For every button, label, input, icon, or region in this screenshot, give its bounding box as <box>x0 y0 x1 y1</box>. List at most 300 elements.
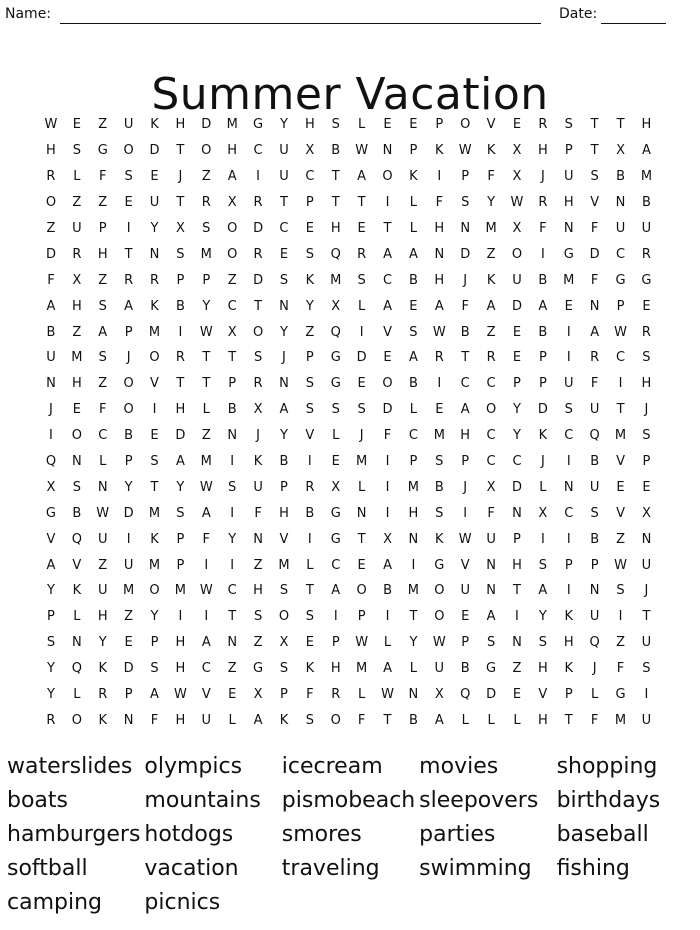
grid-letter[interactable]: M <box>356 661 368 677</box>
grid-letter[interactable]: U <box>641 557 652 573</box>
grid-letter[interactable]: M <box>407 583 420 599</box>
grid-letter[interactable]: Y <box>202 298 211 314</box>
grid-letter[interactable]: P <box>280 687 288 703</box>
grid-letter[interactable]: E <box>642 479 651 495</box>
grid-letter[interactable]: P <box>357 609 366 625</box>
grid-letter[interactable]: F <box>590 376 599 392</box>
grid-letter[interactable]: P <box>538 350 547 366</box>
grid-letter[interactable]: U <box>72 221 82 236</box>
grid-letter[interactable]: I <box>178 324 183 340</box>
grid-letter[interactable]: K <box>409 169 418 185</box>
grid-letter[interactable]: S <box>616 583 625 599</box>
grid-letter[interactable]: S <box>279 272 289 288</box>
grid-letter[interactable]: O <box>227 246 238 262</box>
grid-letter[interactable]: K <box>150 298 159 314</box>
grid-letter[interactable]: I <box>359 324 364 340</box>
grid-letter[interactable]: X <box>383 531 392 547</box>
grid-letter[interactable]: O <box>382 169 393 185</box>
grid-letter[interactable]: P <box>331 635 340 651</box>
grid-letter[interactable]: S <box>642 661 651 677</box>
grid-letter[interactable]: C <box>408 428 418 444</box>
grid-letter[interactable]: W <box>199 324 213 340</box>
grid-letter[interactable]: V <box>616 505 625 521</box>
grid-letter[interactable]: X <box>641 505 651 521</box>
grid-letter[interactable]: T <box>331 195 340 211</box>
grid-letter[interactable]: K <box>98 712 107 728</box>
grid-letter[interactable]: K <box>435 143 444 159</box>
grid-letter[interactable]: H <box>175 712 186 728</box>
grid-letter[interactable]: S <box>642 350 651 366</box>
grid-letter[interactable]: S <box>461 195 470 211</box>
grid-letter[interactable]: T <box>357 195 366 211</box>
grid-letter[interactable]: B <box>279 454 289 470</box>
grid-letter[interactable]: S <box>253 350 263 366</box>
grid-letter[interactable]: J <box>540 454 545 470</box>
grid-letter[interactable]: E <box>305 221 314 236</box>
grid-letter[interactable]: I <box>230 454 235 470</box>
grid-letter[interactable]: A <box>434 712 444 728</box>
grid-letter[interactable]: G <box>253 661 264 677</box>
grid-letter[interactable]: T <box>124 246 133 262</box>
grid-letter[interactable]: Y <box>46 661 55 677</box>
grid-letter[interactable]: K <box>435 531 444 547</box>
grid-letter[interactable]: I <box>230 505 235 521</box>
grid-letter[interactable]: O <box>123 376 134 392</box>
grid-letter[interactable]: H <box>175 117 186 133</box>
grid-letter[interactable]: Y <box>513 428 521 444</box>
grid-letter[interactable]: I <box>152 402 157 418</box>
grid-letter[interactable]: K <box>538 428 548 444</box>
grid-letter[interactable]: I <box>230 557 235 573</box>
grid-letter[interactable]: K <box>98 661 107 677</box>
grid-letter[interactable]: P <box>124 687 133 703</box>
grid-letter[interactable]: E <box>409 117 418 133</box>
grid-letter[interactable]: O <box>434 609 445 625</box>
grid-letter[interactable]: W <box>96 505 110 521</box>
grid-letter[interactable]: P <box>590 557 599 573</box>
grid-letter[interactable]: V <box>279 531 289 547</box>
grid-letter[interactable]: N <box>512 505 522 521</box>
grid-letter[interactable]: S <box>538 557 547 573</box>
grid-letter[interactable]: R <box>253 195 263 211</box>
grid-letter[interactable]: F <box>435 195 444 211</box>
grid-letter[interactable]: U <box>564 376 574 392</box>
grid-letter[interactable]: E <box>228 687 237 703</box>
grid-letter[interactable]: S <box>228 479 237 495</box>
grid-letter[interactable]: I <box>515 609 519 625</box>
grid-letter[interactable]: C <box>460 376 470 392</box>
grid-letter[interactable]: P <box>461 169 470 185</box>
grid-letter[interactable]: I <box>307 531 312 547</box>
grid-letter[interactable]: I <box>385 505 390 521</box>
grid-letter[interactable]: D <box>201 117 212 133</box>
grid-letter[interactable]: U <box>123 557 134 573</box>
grid-letter[interactable]: P <box>564 557 573 573</box>
grid-letter[interactable]: E <box>616 479 625 495</box>
grid-letter[interactable]: U <box>486 531 496 547</box>
grid-letter[interactable]: I <box>385 454 390 470</box>
grid-letter[interactable]: O <box>149 350 160 366</box>
grid-letter[interactable]: E <box>72 117 81 133</box>
grid-letter[interactable]: V <box>616 454 625 470</box>
grid-letter[interactable]: U <box>589 479 600 495</box>
grid-letter[interactable]: U <box>97 583 108 599</box>
grid-letter[interactable]: G <box>615 272 626 288</box>
grid-letter[interactable]: Z <box>253 557 263 573</box>
grid-letter[interactable]: L <box>358 479 366 495</box>
grid-letter[interactable]: N <box>641 531 652 547</box>
grid-letter[interactable]: D <box>45 246 56 262</box>
grid-letter[interactable]: X <box>253 687 263 703</box>
grid-letter[interactable]: I <box>126 221 131 236</box>
grid-letter[interactable]: O <box>460 117 471 133</box>
grid-letter[interactable]: E <box>150 169 159 185</box>
grid-letter[interactable]: H <box>641 117 652 133</box>
grid-letter[interactable]: Y <box>46 583 55 599</box>
grid-letter[interactable]: Z <box>486 324 496 340</box>
grid-letter[interactable]: D <box>253 272 264 288</box>
grid-letter[interactable]: P <box>124 324 133 340</box>
grid-letter[interactable]: I <box>307 454 312 470</box>
grid-letter[interactable]: P <box>305 350 314 366</box>
grid-letter[interactable]: U <box>641 635 652 651</box>
grid-letter[interactable]: U <box>615 221 626 236</box>
grid-letter[interactable]: D <box>149 143 160 159</box>
grid-letter[interactable]: F <box>383 428 392 444</box>
grid-letter[interactable]: H <box>537 712 548 728</box>
grid-letter[interactable]: H <box>279 505 289 521</box>
grid-letter[interactable]: Z <box>616 635 625 651</box>
grid-letter[interactable]: B <box>408 712 418 728</box>
grid-letter[interactable]: P <box>642 454 651 470</box>
name-field-line[interactable] <box>60 23 541 24</box>
grid-letter[interactable]: X <box>538 505 548 521</box>
grid-letter[interactable]: Z <box>98 376 108 392</box>
grid-letter[interactable]: S <box>72 143 81 159</box>
grid-letter[interactable]: A <box>486 298 496 314</box>
grid-letter[interactable]: R <box>124 272 134 288</box>
grid-letter[interactable]: L <box>99 454 107 470</box>
grid-letter[interactable]: N <box>589 298 600 314</box>
grid-letter[interactable]: U <box>123 117 134 133</box>
grid-letter[interactable]: Z <box>486 246 496 262</box>
grid-letter[interactable]: S <box>279 583 289 599</box>
grid-letter[interactable]: C <box>564 428 574 444</box>
grid-letter[interactable]: P <box>461 454 470 470</box>
grid-letter[interactable]: G <box>45 505 56 521</box>
grid-letter[interactable]: E <box>512 117 522 133</box>
grid-letter[interactable]: A <box>538 298 548 314</box>
grid-letter[interactable]: X <box>46 479 56 495</box>
grid-letter[interactable]: T <box>150 479 159 495</box>
grid-letter[interactable]: E <box>124 195 133 211</box>
grid-letter[interactable]: N <box>253 531 263 547</box>
grid-letter[interactable]: H <box>330 661 341 677</box>
grid-letter[interactable]: Q <box>330 246 341 262</box>
grid-letter[interactable]: R <box>434 350 444 366</box>
grid-letter[interactable]: U <box>589 609 600 625</box>
grid-letter[interactable]: C <box>331 557 341 573</box>
grid-letter[interactable]: K <box>305 661 315 677</box>
grid-letter[interactable]: F <box>202 531 211 547</box>
grid-letter[interactable]: P <box>513 376 521 392</box>
grid-letter[interactable]: Y <box>305 298 314 314</box>
grid-letter[interactable]: A <box>46 557 56 573</box>
grid-letter[interactable]: S <box>279 661 289 677</box>
grid-letter[interactable]: E <box>512 324 522 340</box>
grid-letter[interactable]: T <box>279 195 288 211</box>
grid-letter[interactable]: A <box>434 298 444 314</box>
grid-letter[interactable]: I <box>204 609 209 625</box>
grid-letter[interactable]: A <box>408 350 418 366</box>
grid-letter[interactable]: N <box>46 376 56 392</box>
grid-letter[interactable]: A <box>46 298 56 314</box>
grid-letter[interactable]: O <box>330 712 341 728</box>
grid-letter[interactable]: O <box>252 324 264 340</box>
grid-letter[interactable]: Z <box>46 221 56 236</box>
grid-letter[interactable]: V <box>383 324 392 340</box>
grid-letter[interactable]: S <box>150 454 159 470</box>
grid-letter[interactable]: F <box>590 712 599 728</box>
grid-letter[interactable]: N <box>71 635 82 651</box>
grid-letter[interactable]: L <box>73 169 81 185</box>
grid-letter[interactable]: V <box>460 557 470 573</box>
grid-letter[interactable]: R <box>98 687 108 703</box>
grid-letter[interactable]: L <box>358 687 366 703</box>
grid-letter[interactable]: C <box>305 169 315 185</box>
grid-letter[interactable]: G <box>330 505 341 521</box>
grid-letter[interactable]: A <box>383 661 392 677</box>
grid-letter[interactable]: F <box>590 221 599 236</box>
grid-letter[interactable]: Y <box>98 635 107 651</box>
grid-letter[interactable]: M <box>407 479 420 495</box>
grid-letter[interactable]: B <box>460 324 470 340</box>
grid-letter[interactable]: H <box>434 272 445 288</box>
grid-letter[interactable]: P <box>409 454 418 470</box>
grid-letter[interactable]: H <box>563 195 574 211</box>
grid-letter[interactable]: G <box>486 661 497 677</box>
grid-letter[interactable]: S <box>642 428 651 444</box>
grid-letter[interactable]: B <box>227 402 237 418</box>
grid-letter[interactable]: T <box>616 402 625 418</box>
grid-letter[interactable]: B <box>641 195 651 211</box>
grid-letter[interactable]: P <box>435 117 444 133</box>
grid-letter[interactable]: U <box>589 402 600 418</box>
grid-letter[interactable]: V <box>150 376 159 392</box>
grid-letter[interactable]: E <box>331 454 340 470</box>
grid-letter[interactable]: I <box>566 324 571 340</box>
grid-letter[interactable]: T <box>202 376 211 392</box>
grid-letter[interactable]: R <box>538 117 548 133</box>
grid-letter[interactable]: E <box>564 298 573 314</box>
grid-letter[interactable]: Y <box>409 635 418 651</box>
grid-letter[interactable]: C <box>279 221 289 236</box>
grid-letter[interactable]: N <box>227 428 238 444</box>
grid-letter[interactable]: S <box>435 505 444 521</box>
grid-letter[interactable]: P <box>228 376 237 392</box>
grid-letter[interactable]: P <box>124 454 133 470</box>
grid-letter[interactable]: R <box>253 376 263 392</box>
grid-letter[interactable]: W <box>199 583 213 599</box>
grid-letter[interactable]: X <box>279 635 289 651</box>
grid-letter[interactable]: H <box>537 661 548 677</box>
grid-letter[interactable]: H <box>71 298 82 314</box>
grid-letter[interactable]: U <box>201 712 212 728</box>
grid-letter[interactable]: A <box>383 557 392 573</box>
grid-letter[interactable]: B <box>383 583 392 599</box>
grid-letter[interactable]: N <box>615 195 626 211</box>
grid-letter[interactable]: C <box>512 454 522 470</box>
grid-letter[interactable]: L <box>358 298 366 314</box>
grid-letter[interactable]: P <box>409 143 418 159</box>
grid-letter[interactable]: A <box>590 324 600 340</box>
grid-letter[interactable]: S <box>331 117 340 133</box>
grid-letter[interactable]: Y <box>487 195 496 211</box>
grid-letter[interactable]: R <box>538 195 548 211</box>
grid-letter[interactable]: Y <box>279 428 288 444</box>
grid-letter[interactable]: O <box>485 402 497 418</box>
grid-letter[interactable]: L <box>539 479 547 495</box>
grid-letter[interactable]: L <box>306 557 314 573</box>
grid-letter[interactable]: B <box>175 298 185 314</box>
grid-letter[interactable]: Y <box>513 402 521 418</box>
grid-letter[interactable]: I <box>618 376 623 392</box>
grid-letter[interactable]: F <box>98 402 107 418</box>
grid-letter[interactable]: N <box>486 583 496 599</box>
grid-letter[interactable]: I <box>437 376 442 392</box>
grid-letter[interactable]: N <box>589 583 600 599</box>
grid-letter[interactable]: V <box>590 195 600 211</box>
grid-letter[interactable]: Z <box>124 609 134 625</box>
grid-letter[interactable]: J <box>282 350 286 366</box>
grid-letter[interactable]: F <box>254 505 262 521</box>
grid-letter[interactable]: W <box>458 531 472 547</box>
grid-letter[interactable]: C <box>616 246 626 262</box>
grid-letter[interactable]: B <box>434 479 444 495</box>
grid-letter[interactable]: L <box>513 712 521 728</box>
grid-letter[interactable]: K <box>150 117 159 133</box>
grid-letter[interactable]: W <box>355 143 369 159</box>
grid-letter[interactable]: F <box>487 505 495 521</box>
grid-letter[interactable]: R <box>72 246 82 262</box>
grid-letter[interactable]: L <box>409 402 418 418</box>
grid-letter[interactable]: Y <box>279 117 288 133</box>
grid-letter[interactable]: T <box>305 583 314 599</box>
grid-letter[interactable]: N <box>123 712 134 728</box>
grid-letter[interactable]: I <box>385 195 390 211</box>
grid-letter[interactable]: C <box>564 505 574 521</box>
grid-letter[interactable]: K <box>150 531 159 547</box>
grid-letter[interactable]: F <box>98 169 107 185</box>
grid-letter[interactable]: S <box>305 246 314 262</box>
grid-letter[interactable]: S <box>564 402 573 418</box>
grid-letter[interactable]: E <box>461 609 470 625</box>
grid-letter[interactable]: C <box>201 661 211 677</box>
grid-letter[interactable]: X <box>72 272 82 288</box>
grid-letter[interactable]: Z <box>98 272 108 288</box>
grid-letter[interactable]: V <box>305 428 315 444</box>
grid-letter[interactable]: K <box>253 454 263 470</box>
grid-letter[interactable]: T <box>357 531 366 547</box>
grid-letter[interactable]: T <box>176 143 185 159</box>
grid-letter[interactable]: N <box>512 635 522 651</box>
grid-letter[interactable]: B <box>72 505 82 521</box>
grid-letter[interactable]: R <box>253 246 263 262</box>
grid-letter[interactable]: O <box>149 583 160 599</box>
grid-letter[interactable]: S <box>564 117 573 133</box>
grid-letter[interactable]: I <box>463 505 468 521</box>
grid-letter[interactable]: E <box>124 635 133 651</box>
grid-letter[interactable]: N <box>382 143 393 159</box>
grid-letter[interactable]: Q <box>330 324 341 340</box>
grid-letter[interactable]: D <box>123 505 134 521</box>
grid-letter[interactable]: S <box>176 246 185 262</box>
grid-letter[interactable]: K <box>564 609 574 625</box>
grid-letter[interactable]: T <box>590 143 599 159</box>
grid-letter[interactable]: F <box>306 687 314 703</box>
grid-letter[interactable]: S <box>435 454 444 470</box>
grid-letter[interactable]: S <box>305 376 314 392</box>
grid-letter[interactable]: D <box>175 428 186 444</box>
grid-letter[interactable]: F <box>47 272 55 288</box>
grid-letter[interactable]: I <box>566 531 571 547</box>
grid-letter[interactable]: H <box>434 221 445 236</box>
grid-letter[interactable]: U <box>46 350 56 366</box>
grid-letter[interactable]: X <box>175 221 185 236</box>
grid-letter[interactable]: G <box>434 557 445 573</box>
grid-letter[interactable]: H <box>175 635 186 651</box>
grid-letter[interactable]: F <box>357 712 366 728</box>
grid-letter[interactable]: M <box>614 712 627 728</box>
grid-letter[interactable]: R <box>201 195 211 211</box>
grid-letter[interactable]: S <box>46 635 56 651</box>
grid-letter[interactable]: N <box>460 221 471 236</box>
grid-letter[interactable]: G <box>330 376 341 392</box>
grid-letter[interactable]: Y <box>228 531 237 547</box>
grid-letter[interactable]: D <box>486 687 497 703</box>
grid-letter[interactable]: S <box>357 402 366 418</box>
grid-letter[interactable]: M <box>433 428 445 444</box>
grid-letter[interactable]: E <box>305 635 314 651</box>
grid-letter[interactable]: C <box>382 272 393 288</box>
grid-letter[interactable]: O <box>434 583 445 599</box>
grid-letter[interactable]: L <box>383 635 392 651</box>
grid-letter[interactable]: A <box>383 298 392 314</box>
grid-letter[interactable]: B <box>46 324 56 340</box>
grid-letter[interactable]: A <box>175 454 185 470</box>
grid-letter[interactable]: Z <box>227 272 237 288</box>
grid-letter[interactable]: G <box>563 246 574 262</box>
grid-letter[interactable]: R <box>357 246 367 262</box>
grid-letter[interactable]: W <box>381 687 394 703</box>
grid-letter[interactable]: G <box>330 350 341 366</box>
grid-letter[interactable]: T <box>383 712 392 728</box>
grid-letter[interactable]: M <box>148 557 161 573</box>
grid-letter[interactable]: M <box>148 505 161 521</box>
grid-letter[interactable]: E <box>512 350 522 366</box>
grid-letter[interactable]: R <box>590 350 600 366</box>
grid-letter[interactable]: J <box>592 661 597 677</box>
grid-letter[interactable]: N <box>356 505 367 521</box>
grid-letter[interactable]: J <box>463 479 468 495</box>
grid-letter[interactable]: B <box>331 143 341 159</box>
grid-letter[interactable]: J <box>359 428 364 444</box>
grid-letter[interactable]: I <box>618 609 623 625</box>
grid-letter[interactable]: Y <box>279 324 288 340</box>
grid-letter[interactable]: G <box>97 143 108 159</box>
grid-letter[interactable]: N <box>408 687 419 703</box>
grid-letter[interactable]: U <box>460 583 470 599</box>
